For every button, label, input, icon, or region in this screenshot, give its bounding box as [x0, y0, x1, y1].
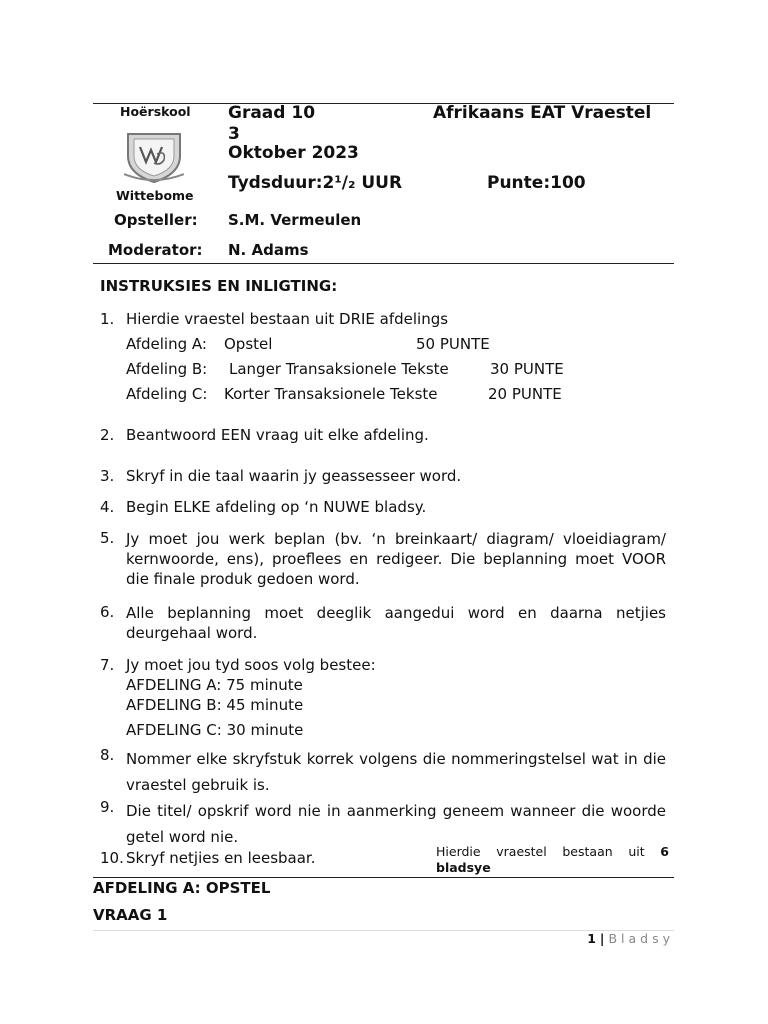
section-a-name: Opstel: [224, 335, 273, 353]
note-page-count: 6: [660, 844, 669, 859]
section-c-name: Korter Transaksionele Tekste: [224, 385, 438, 403]
item-text-1: Hierdie vraestel bestaan uit DRIE afdelings: [126, 310, 449, 328]
section-a-heading: AFDELING A: OPSTEL: [93, 879, 271, 897]
setter-name: S.M. Vermeulen: [228, 211, 362, 229]
note-word: Hierdie: [436, 844, 481, 859]
instructions-heading: INSTRUKSIES EN INLIGTING:: [100, 277, 338, 295]
section-b-marks: 30 PUNTE: [490, 360, 564, 378]
item-text-7: Jy moet jou tyd soos volg bestee:: [126, 656, 376, 674]
item-number-3: 3.: [100, 467, 115, 485]
exam-duration: Tydsduur:2¹/₂ UUR: [228, 173, 403, 193]
section-a-label: Afdeling A:: [126, 335, 207, 353]
school-crest-icon: [124, 130, 184, 184]
page-count-note: [436, 844, 669, 876]
item-number-8: 8.: [100, 746, 115, 764]
school-name-top: Hoërskool: [120, 104, 191, 119]
paper-number: 3: [228, 124, 240, 144]
total-marks: Punte:100: [487, 173, 586, 193]
page-word: Bladsy: [608, 931, 674, 946]
item-number-1: 1.: [100, 310, 115, 328]
item-text-10: Skryf netjies en leesbaar.: [126, 849, 316, 867]
note-word: uit: [628, 844, 645, 859]
item-number-4: 4.: [100, 498, 115, 516]
paper-title: Afrikaans EAT Vraestel: [433, 103, 652, 123]
setter-label: Opsteller:: [114, 211, 198, 229]
section-b-name: Langer Transaksionele Tekste: [229, 360, 449, 378]
section-c-marks: 20 PUNTE: [488, 385, 562, 403]
time-afdeling-b: AFDELING B: 45 minute: [126, 696, 304, 714]
page-separator: |: [599, 931, 605, 946]
section-c-label: Afdeling C:: [126, 385, 208, 403]
grade-label: Graad 10: [228, 103, 316, 123]
moderator-name: N. Adams: [228, 241, 309, 259]
section-b-label: Afdeling B:: [126, 360, 208, 378]
note-word: bestaan: [562, 844, 613, 859]
item-text-2: Beantwoord EEN vraag uit elke afdeling.: [126, 426, 429, 444]
item-number-5: 5.: [100, 529, 115, 547]
item-text-9: Die titel/ opskrif word nie in aanmerking geneem wanneer die woorde getel word nie.: [126, 802, 666, 846]
item-text-8: Nommer elke skryfstuk korrek volgens die nommeringstelsel wat in die vraestel gebruik is.: [126, 750, 666, 794]
item-text-3: Skryf in die taal waarin jy geassesseer word.: [126, 467, 462, 485]
note-word: vraestel: [496, 844, 547, 859]
item-text-5: Jy moet jou werk beplan (bv. ‘n breinkaart/ diagram/ vloeidiagram/ kernwoorde, ens), proeflees en redigeer. Die beplanning moet VOOR die finale produk gedoen word.: [126, 530, 666, 588]
item-number-2: 2.: [100, 426, 115, 444]
exam-date: Oktober 2023: [228, 143, 359, 163]
page-number: 1: [587, 931, 596, 946]
instructions-end-rule: [93, 877, 674, 878]
item-number-7: 7.: [100, 656, 115, 674]
header-bottom-rule: [93, 263, 674, 264]
note-unit: bladsye: [436, 860, 491, 875]
school-name-bottom: Wittebome: [116, 188, 194, 203]
item-text-6: Alle beplanning moet deeglik aangedui word en daarna netjies deurgehaal word.: [126, 604, 666, 642]
page-footer: [587, 931, 674, 946]
item-number-6: 6.: [100, 603, 115, 621]
moderator-label: Moderator:: [108, 241, 203, 259]
page-count-note-line: [436, 844, 669, 860]
question-1-heading: VRAAG 1: [93, 906, 168, 924]
item-text-4: Begin ELKE afdeling op ‘n NUWE bladsy.: [126, 498, 427, 516]
time-afdeling-a: AFDELING A: 75 minute: [126, 676, 303, 694]
item-number-9: 9.: [100, 798, 115, 816]
item-number-10: 10.: [100, 849, 124, 867]
section-a-marks: 50 PUNTE: [416, 335, 490, 353]
time-afdeling-c: AFDELING C: 30 minute: [126, 721, 304, 739]
